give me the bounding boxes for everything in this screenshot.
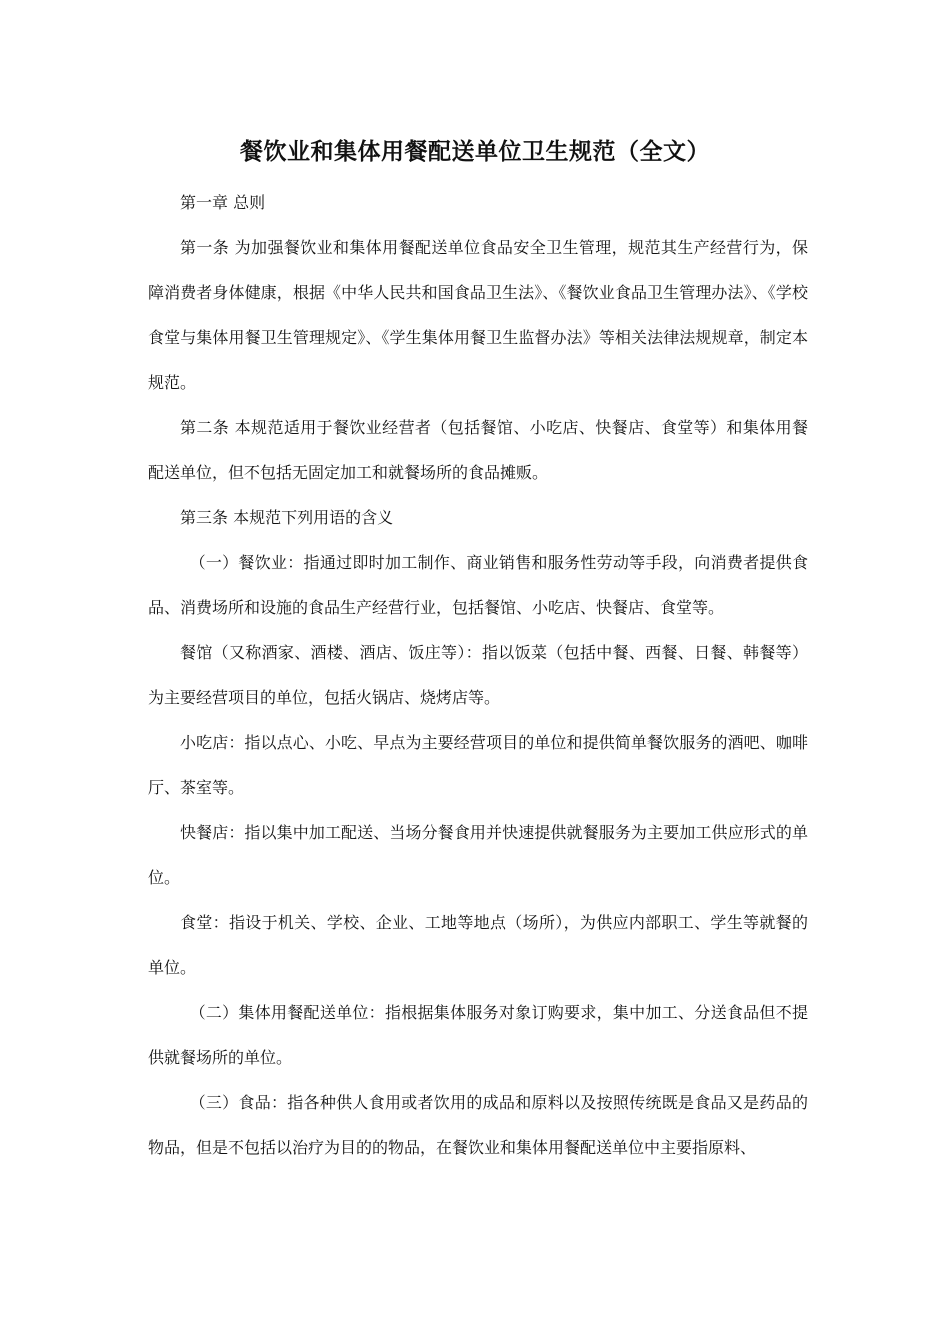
definition-food-paragraph: （三）食品：指各种供人食用或者饮用的成品和原料以及按照传统既是食品又是药品的物品，但是不包括以治疗为目的的物品，在餐饮业和集体用餐配送单位中主要指原料、 bbox=[148, 1093, 808, 1157]
chapter-heading: 第一章 总则 bbox=[180, 193, 266, 212]
definition-fast-food-paragraph: 快餐店：指以集中加工配送、当场分餐食用并快速提供就餐服务为主要加工供应形式的单位。 bbox=[148, 823, 808, 887]
document-title: 餐饮业和集体用餐配送单位卫生规范（全文） bbox=[240, 139, 710, 165]
definition-snack-bar-paragraph: 小吃店：指以点心、小吃、早点为主要经营项目的单位和提供简单餐饮服务的酒吧、咖啡厅、茶室等。 bbox=[148, 733, 808, 797]
article-2-paragraph: 第二条 本规范适用于餐饮业经营者（包括餐馆、小吃店、快餐店、食堂等）和集体用餐配送单位，但不包括无固定加工和就餐场所的食品摊贩。 bbox=[148, 418, 808, 482]
definition-restaurant-paragraph: 餐馆（又称酒家、酒楼、酒店、饭庄等）：指以饭菜（包括中餐、西餐、日餐、韩餐等）为主要经营项目的单位，包括火锅店、烧烤店等。 bbox=[148, 643, 808, 707]
definition-meal-delivery-paragraph: （二）集体用餐配送单位：指根据集体服务对象订购要求，集中加工、分送食品但不提供就餐场所的单位。 bbox=[148, 1003, 808, 1067]
definition-catering-paragraph: （一）餐饮业：指通过即时加工制作、商业销售和服务性劳动等手段，向消费者提供食品、消费场所和设施的食品生产经营行业，包括餐馆、小吃店、快餐店、食堂等。 bbox=[148, 553, 808, 617]
document-body bbox=[148, 180, 808, 1170]
article-1-paragraph: 第一条 为加强餐饮业和集体用餐配送单位食品安全卫生管理，规范其生产经营行为，保障消费者身体健康，根据《中华人民共和国食品卫生法》、《餐饮业食品卫生管理办法》、《学校食堂与集体用餐卫生管理规定》、《学生集体用餐卫生监督办法》等相关法律法规规章，制定本规范。 bbox=[148, 238, 808, 392]
definition-canteen-paragraph: 食堂：指设于机关、学校、企业、工地等地点（场所），为供应内部职工、学生等就餐的单位。 bbox=[148, 913, 808, 977]
article-3-paragraph: 第三条 本规范下列用语的含义 bbox=[180, 508, 394, 527]
